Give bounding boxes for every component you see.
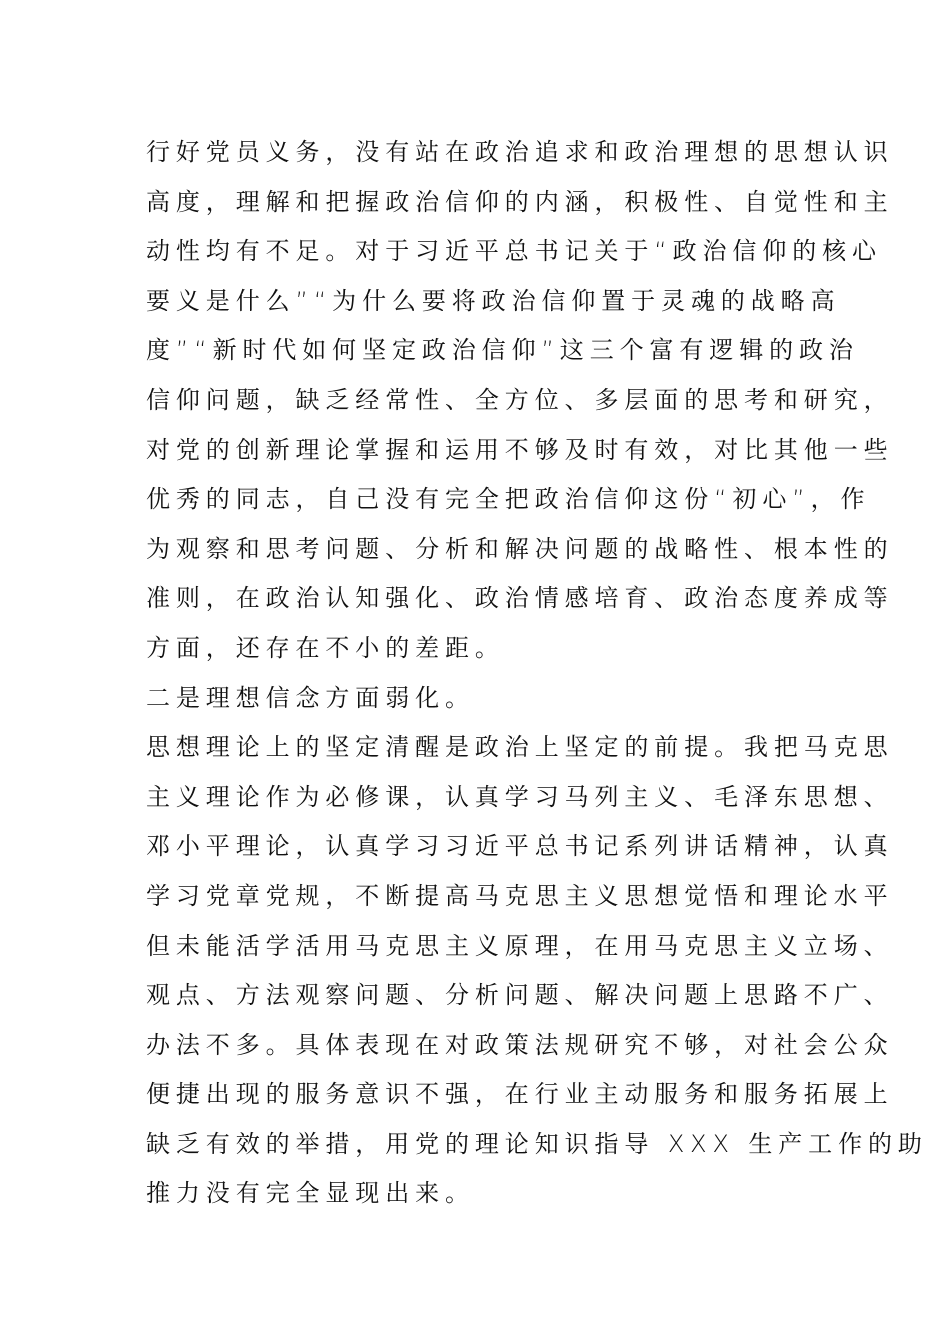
text-line: 优秀的同志，自己没有完全把政治信仰这份“初心”，作 (146, 485, 871, 514)
text-line: 为观察和思考问题、分析和解决问题的战略性、根本性的 (146, 534, 894, 563)
text-line: 要义是什么”“为什么要将政治信仰置于灵魂的战略高 (146, 286, 841, 315)
text-line: 方面，还存在不小的差距。 (146, 633, 505, 662)
text-line: 准则，在政治认知强化、政治情感培育、政治态度养成等 (146, 584, 894, 613)
text-line: 推力没有完全显现出来。 (146, 1179, 475, 1208)
text-line: 办法不多。具体表现在对政策法规研究不够，对社会公众 (146, 1030, 894, 1059)
text-line: 但未能活学活用马克思主义原理，在用马克思主义立场、 (146, 931, 894, 960)
section-heading: 二是理想信念方面弱化。 (146, 683, 475, 712)
text-line: 便捷出现的服务意识不强，在行业主动服务和服务拓展上 (146, 1080, 894, 1109)
text-line: 信仰问题，缺乏经常性、全方位、多层面的思考和研究， (146, 385, 894, 414)
text-line: 主义理论作为必修课，认真学习马列主义、毛泽东思想、 (146, 782, 894, 811)
text-line: 度”“新时代如何坚定政治信仰”这三个富有逻辑的政治 (146, 336, 859, 365)
text-line: 观点、方法观察问题、分析问题、解决问题上思路不广、 (146, 981, 894, 1010)
text-line: 邓小平理论，认真学习习近平总书记系列讲话精神，认真 (146, 832, 894, 861)
text-line: 缺乏有效的举措，用党的理论知识指导 XXX 生产工作的助 (146, 1129, 928, 1158)
text-line: 对党的创新理论掌握和运用不够及时有效，对比其他一些 (146, 435, 894, 464)
text-line: 思想理论上的坚定清醒是政治上坚定的前提。我把马克思 (146, 733, 894, 762)
text-line: 高度，理解和把握政治信仰的内涵，积极性、自觉性和主 (146, 187, 894, 216)
text-line: 动性均有不足。对于习近平总书记关于“政治信仰的核心 (146, 237, 882, 266)
document-body (146, 128, 928, 1219)
text-line: 学习党章党规，不断提高马克思主义思想觉悟和理论水平 (146, 881, 894, 910)
text-line: 行好党员义务，没有站在政治追求和政治理想的思想认识 (146, 138, 894, 166)
